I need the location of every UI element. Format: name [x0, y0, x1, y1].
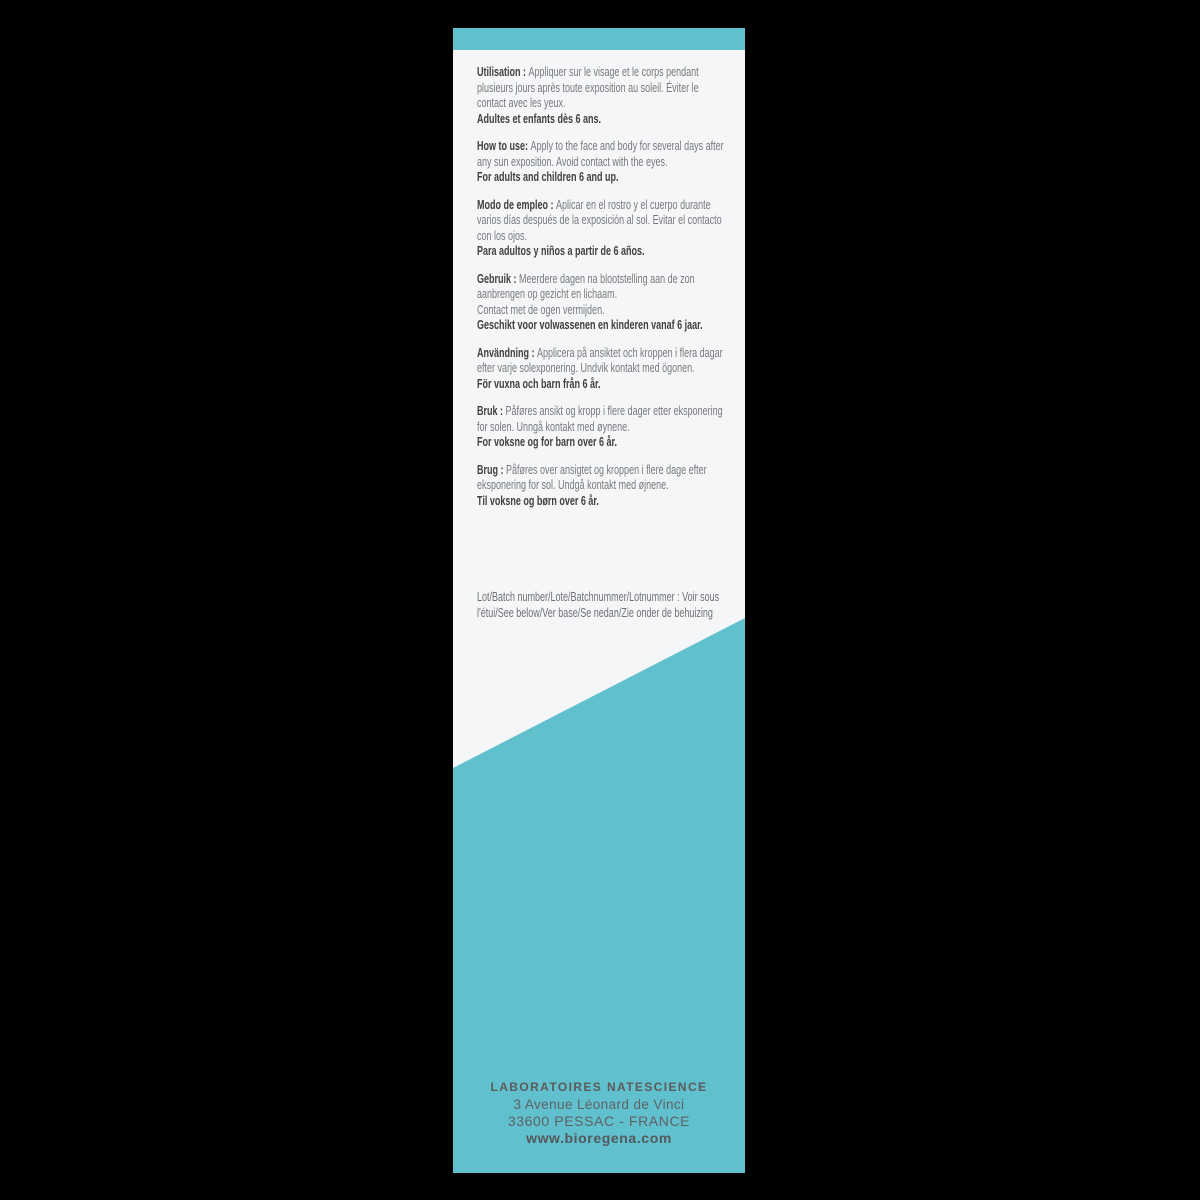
instruction-age-line: Para adultos y niños a partir de 6 años. — [477, 244, 645, 258]
instruction-block — [477, 139, 728, 186]
instruction-age-line: Geschikt voor volwassenen en kinderen vanaf 6 jaar. — [477, 318, 703, 332]
instruction-sentence: Meerdere dagen na blootstelling aan de zon aanbrengen op gezicht en lichaam. — [477, 271, 695, 301]
instruction-body — [477, 404, 723, 434]
street-address: 3 Avenue Léonard de Vinci — [513, 1097, 685, 1112]
teal-top-strip — [453, 28, 745, 50]
instruction-block — [477, 346, 728, 393]
instruction-sentence: Contact met de ogen vermijden. — [477, 302, 605, 317]
lot-batch-info: Lot/Batch number/Lote/Batchnummer/Lotnummer : Voir sous l'étui/See below/Ver base/Se nedan/Zie onder de behuizing — [477, 590, 720, 620]
instruction-language-label: How to use: — [477, 139, 531, 153]
instruction-language-label: Modo de empleo : — [477, 197, 557, 212]
instruction-age-line: Til voksne og børn over 6 år. — [477, 493, 599, 508]
instruction-age-line: För vuxna och barn från 6 år. — [477, 376, 601, 391]
instruction-language-label: Användning : — [477, 345, 537, 360]
instruction-age-line: For voksne og for barn over 6 år. — [477, 435, 618, 449]
instruction-language-label: Utilisation : — [477, 65, 529, 79]
instruction-age-line: For adults and children 6 and up. — [477, 170, 619, 184]
instruction-block — [477, 272, 728, 334]
instruction-block — [477, 463, 728, 510]
instruction-sentence: Applicera på ansiktet och kroppen i flera dagar efter varje solexponering. Undvik kontakt med ögonen. — [477, 345, 723, 375]
website-url: www.bioregena.com — [526, 1130, 672, 1146]
instruction-sentence: Påføres ansikt og kropp i flere dager etter eksponering for solen. Unngå kontakt med øynene. — [477, 404, 723, 434]
instruction-sentence: Påføres over ansigtet og kroppen i flere dage efter eksponering for sol. Undgå kontakt med øjnene. — [477, 462, 707, 492]
instruction-sentence: Aplicar en el rostro y el cuerpo durante varios días después de la exposición al sol. Evitar el contacto con los ojos. — [477, 197, 722, 243]
instruction-sentence: Appliquer sur le visage et le corps pendant plusieurs jours après toute exposition au soleil. Éviter le contact avec les yeux. — [477, 65, 699, 110]
packaging-side-panel — [453, 28, 745, 1173]
instruction-sentence: Apply to the face and body for several days after any sun exposition. Avoid contact with the eyes. — [477, 139, 724, 169]
instruction-block — [477, 198, 728, 260]
instruction-language-label: Bruk : — [477, 404, 506, 418]
instruction-block — [477, 65, 728, 127]
manufacturer-address — [453, 1079, 745, 1147]
instruction-body — [477, 463, 707, 493]
instruction-language-label: Gebruik : — [477, 271, 520, 286]
city-address: 33600 PESSAC - FRANCE — [507, 1113, 691, 1129]
instruction-language-label: Brug : — [477, 462, 507, 477]
usage-instructions — [477, 65, 728, 521]
company-name: LABORATOIRES NATESCIENCE — [490, 1080, 708, 1094]
instruction-block — [477, 404, 728, 451]
instruction-age-line: Adultes et enfants dès 6 ans. — [477, 111, 602, 126]
